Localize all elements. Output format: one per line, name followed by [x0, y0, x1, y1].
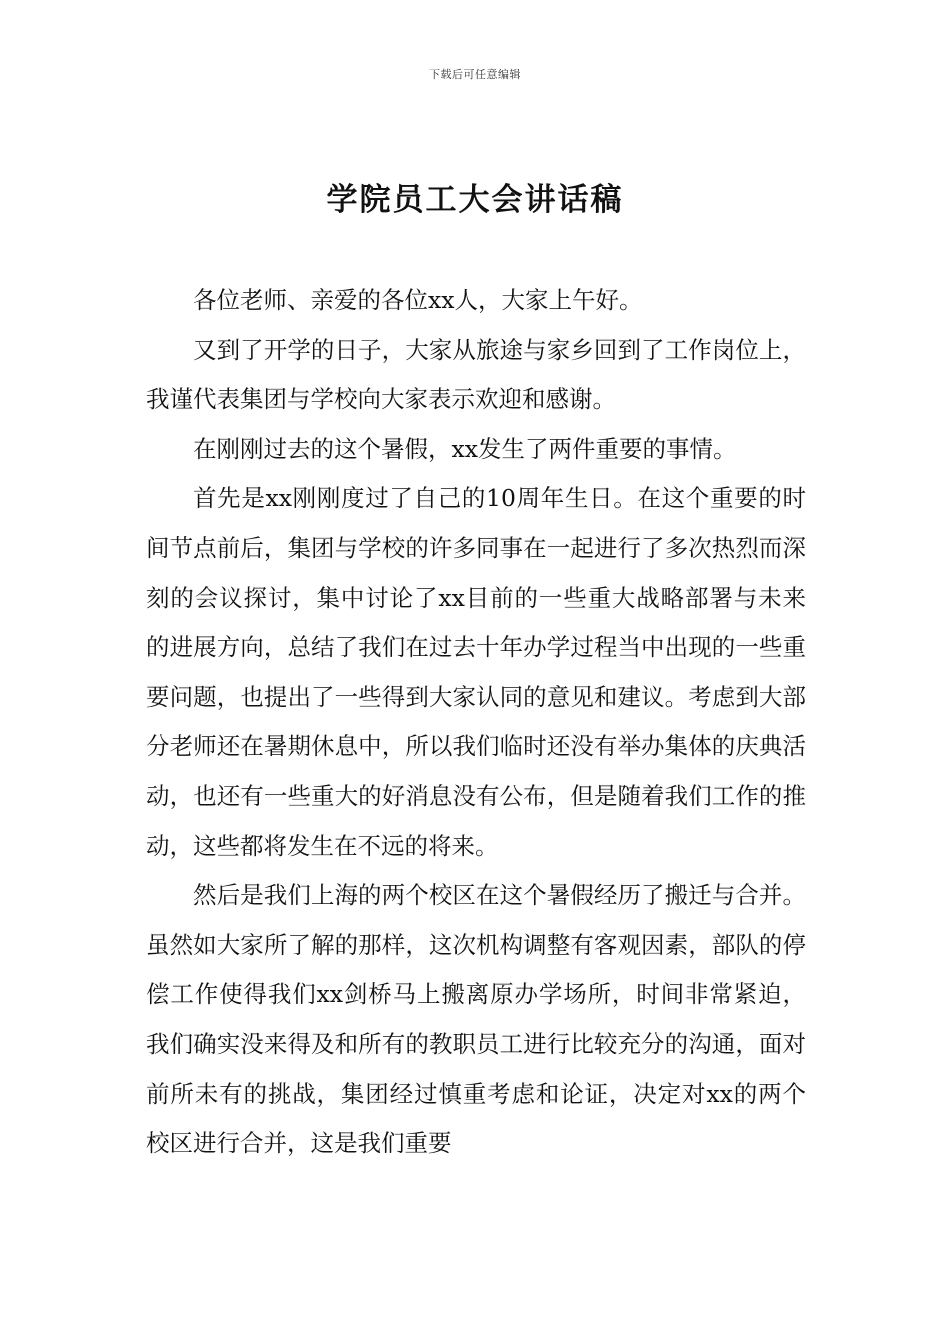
paragraph: 然后是我们上海的两个校区在这个暑假经历了搬迁与合并。虽然如大家所了解的那样，这次机构调整有客观因素，部队的停偿工作使得我们xx剑桥马上搬离原办学场所，时间非常紧迫，我们确实没来得及和所有的教职员工进行比较充分的沟通，面对前所未有的挑战，集团经过慎重考虑和论证，决定对xx的两个校区进行合并，这是我们重要 — [146, 881, 806, 1158]
header-note: 下载后可任意编辑 — [429, 68, 521, 81]
paragraph: 又到了开学的日子，大家从旅途与家乡回到了工作岗位上，我谨代表集团与学校向大家表示欢迎和感谢。 — [146, 335, 806, 414]
paragraph: 各位老师、亲爱的各位xx人，大家上午好。 — [193, 286, 643, 314]
paragraph: 在刚刚过去的这个暑假，xx发生了两件重要的事情。 — [193, 434, 737, 463]
paragraph: 首先是xx刚刚度过了自己的10周年生日。在这个重要的时间节点前后，集团与学校的许多同事在一起进行了多次热烈而深刻的会议探讨，集中讨论了xx目前的一些重大战略部署与未来的进展方向，总结了我们在过去十年办学过程当中出现的一些重要问题，也提出了一些得到大家认同的意见和建议。考虑到大部分老师还在暑期休息中，所以我们临时还没有举办集体的庆典活动，也还有一些重大的好消息没有公布，但是随着我们工作的推动，这些都将发生在不远的将来。 — [146, 484, 806, 860]
document-body — [146, 276, 806, 1169]
document-title: 学院员工大会讲话稿 — [326, 182, 624, 218]
